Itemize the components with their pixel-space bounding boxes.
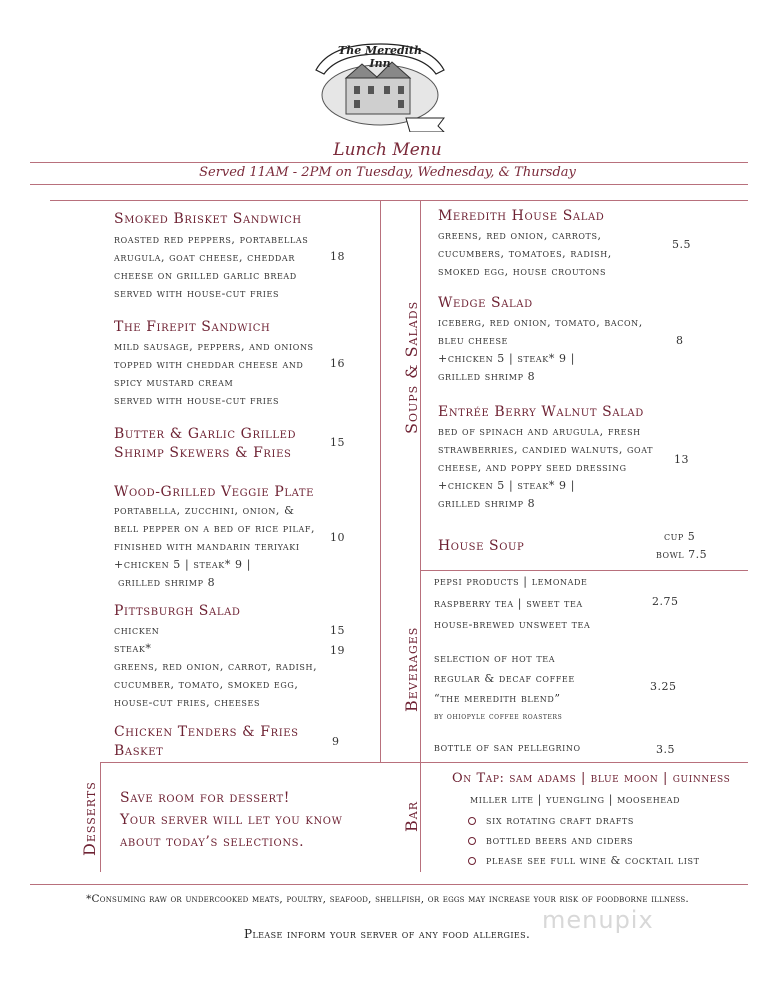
- item-price: 19: [330, 644, 345, 657]
- item-price: 3.5: [656, 743, 675, 756]
- item-desc: smoked egg, house croutons: [438, 265, 607, 278]
- bar-bullet: please see full wine & cocktail list: [468, 854, 700, 867]
- item-desc: regular & decaf coffee: [434, 672, 575, 685]
- item-desc: greens, red onion, carrot, radish,: [114, 660, 318, 673]
- item-desc: roasted red peppers, portabellas: [114, 233, 309, 246]
- item-price: 15: [330, 436, 345, 449]
- item-name: House Soup: [438, 538, 525, 554]
- item-desc: +chicken 5 | steak* 9 |: [438, 352, 576, 365]
- item-price: 2.75: [652, 595, 679, 608]
- bar-tap: On Tap: sam adams | blue moon | guinness: [452, 771, 731, 786]
- item-price: 3.25: [650, 680, 677, 693]
- page-subtitle: Served 11AM - 2PM on Tuesday, Wednesday, & Thursday: [199, 165, 576, 180]
- item-desc: +chicken 5 | steak* 9 |: [114, 558, 252, 571]
- item-desc: pepsi products | lemonade: [434, 575, 588, 588]
- item-desc: portabella, zucchini, onion, &: [114, 504, 295, 517]
- item-desc: house-cut fries, cheeses: [114, 696, 261, 709]
- item-name: Wedge Salad: [438, 295, 533, 311]
- item-desc: steak*: [114, 642, 152, 655]
- item-desc: bed of spinach and arugula, fresh: [438, 425, 641, 438]
- item-desc: raspberry tea | sweet tea: [434, 597, 583, 610]
- item-price: 16: [330, 357, 345, 370]
- item-price: 10: [330, 531, 345, 544]
- section-label-desserts: Desserts: [80, 781, 99, 856]
- dessert-line: about today’s selections.: [120, 834, 305, 850]
- item-name: Meredith House Salad: [438, 208, 605, 224]
- item-desc: finished with mandarin teriyaki: [114, 540, 300, 553]
- item-price: 8: [676, 334, 684, 347]
- item-desc: bottle of san pellegrino: [434, 741, 581, 754]
- foodborne-warning: *Consuming raw or undercooked meats, poultry, seafood, shellfish, or eggs may increase your risk of foodborne illness.: [86, 893, 689, 905]
- item-desc: spicy mustard cream: [114, 376, 234, 389]
- item-price: 18: [330, 250, 345, 263]
- logo: [310, 40, 450, 132]
- item-desc: served with house-cut fries: [114, 394, 280, 407]
- item-name: Butter & Garlic Grilled: [114, 426, 297, 442]
- section-label-soups: Soups & Salads: [402, 300, 421, 434]
- item-desc: grilled shrimp 8: [438, 497, 536, 510]
- item-desc: greens, red onion, carrots,: [438, 229, 602, 242]
- section-label-bar: Bar: [402, 801, 421, 832]
- bar-bullet: bottled beers and ciders: [468, 834, 633, 847]
- bullet-icon: [468, 817, 476, 825]
- item-price: 13: [674, 453, 689, 466]
- page-title: Lunch Menu: [333, 140, 442, 160]
- item-price: bowl 7.5: [656, 548, 708, 561]
- item-desc: grilled shrimp 8: [118, 576, 216, 589]
- item-desc: topped with cheddar cheese and: [114, 358, 304, 371]
- item-desc: house-brewed unsweet tea: [434, 618, 591, 631]
- item-desc: selection of hot tea: [434, 652, 556, 665]
- item-name: The Firepit Sandwich: [114, 319, 271, 335]
- item-desc: arugula, goat cheese, cheddar: [114, 251, 295, 264]
- item-name: Smoked Brisket Sandwich: [114, 211, 302, 227]
- item-price: 5.5: [672, 238, 691, 251]
- bullet-icon: [468, 857, 476, 865]
- item-desc: chicken: [114, 624, 160, 637]
- bullet-icon: [468, 837, 476, 845]
- section-label-beverages: Beverages: [402, 626, 421, 712]
- item-desc: +chicken 5 | steak* 9 |: [438, 479, 576, 492]
- item-desc: strawberries, candied walnuts, goat: [438, 443, 654, 456]
- item-desc: cucumber, tomato, smoked egg,: [114, 678, 299, 691]
- item-desc: served with house-cut fries: [114, 287, 280, 300]
- item-price: cup 5: [664, 530, 696, 543]
- item-desc: cheese, and poppy seed dressing: [438, 461, 627, 474]
- item-name: Pittsburgh Salad: [114, 603, 241, 619]
- item-desc: grilled shrimp 8: [438, 370, 536, 383]
- item-name: Shrimp Skewers & Fries: [114, 445, 292, 461]
- item-desc: cheese on grilled garlic bread: [114, 269, 297, 282]
- item-desc: mild sausage, peppers, and onions: [114, 340, 314, 353]
- bar-bullet: six rotating craft drafts: [468, 814, 634, 827]
- dessert-line: Your server will let you know: [120, 812, 343, 828]
- item-price: 9: [332, 735, 340, 748]
- logo-text: The Meredith Inn: [338, 44, 422, 70]
- item-name: Wood-Grilled Veggie Plate: [114, 484, 315, 500]
- allergy-notice: Please inform your server of any food allergies.: [244, 927, 531, 941]
- item-desc: bleu cheese: [438, 334, 508, 347]
- watermark: menupix: [542, 906, 654, 934]
- item-name: Basket: [114, 743, 164, 759]
- item-desc: cucumbers, tomatoes, radish,: [438, 247, 612, 260]
- item-desc: bell pepper on a bed of rice pilaf,: [114, 522, 316, 535]
- item-desc: “the meredith blend”: [434, 692, 561, 705]
- dessert-line: Save room for dessert!: [120, 790, 291, 806]
- item-name: Chicken Tenders & Fries: [114, 724, 299, 740]
- item-desc: by ohiopyle coffee roasters: [434, 712, 563, 722]
- item-desc: iceberg, red onion, tomato, bacon,: [438, 316, 643, 329]
- item-price: 15: [330, 624, 345, 637]
- item-name: Entrée Berry Walnut Salad: [438, 404, 644, 420]
- bar-tap2: miller lite | yuengling | moosehead: [470, 793, 681, 806]
